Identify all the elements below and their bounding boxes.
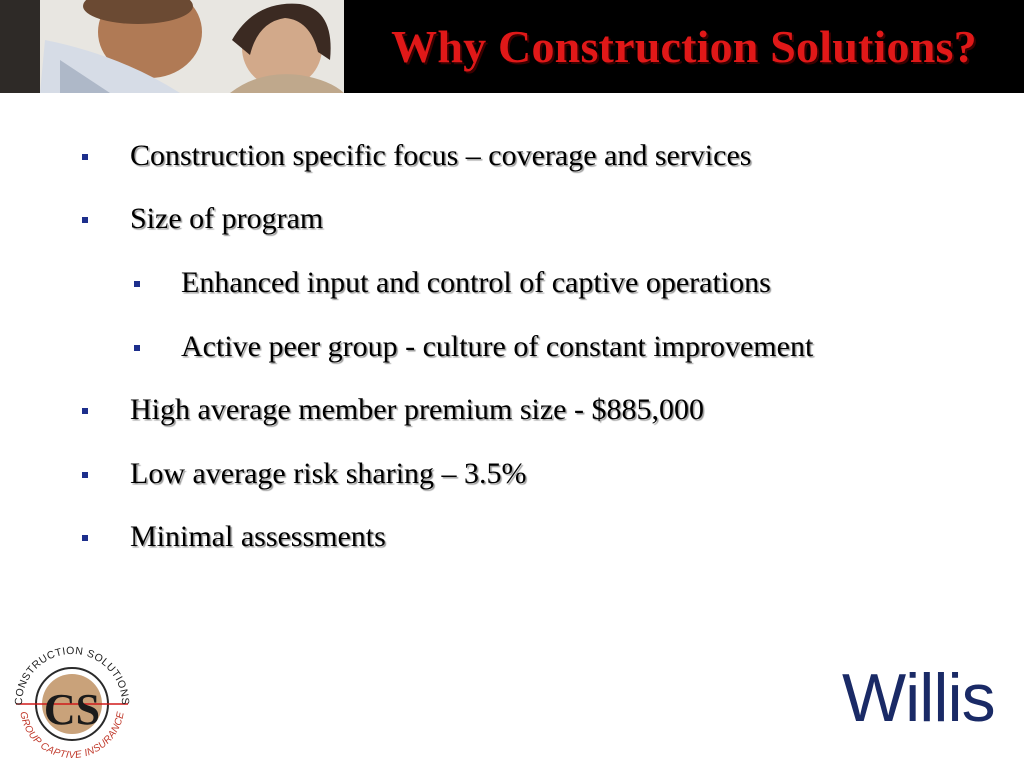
header-banner — [0, 0, 1024, 93]
bullet-item: Low average risk sharing – 3.5% — [130, 457, 527, 490]
cs-ring-top-text: CONSTRUCTION SOLUTIONS — [12, 644, 132, 706]
bullet-marker — [82, 472, 88, 478]
slide-title: Why Construction Solutions? — [391, 21, 977, 72]
sub-bullet-marker — [134, 281, 140, 287]
bullet-item: Minimal assessments — [130, 520, 386, 553]
sub-bullet-marker — [134, 345, 140, 351]
bullet-marker — [82, 154, 88, 160]
willis-logo: Willis — [842, 660, 995, 736]
bullet-marker — [82, 535, 88, 541]
header-photo — [0, 0, 344, 93]
cs-ring-bottom-text: GROUP CAPTIVE INSURANCE — [17, 710, 127, 762]
bullet-item: Construction specific focus – coverage and services — [130, 139, 752, 172]
sub-bullet-item: Enhanced input and control of captive operations — [181, 266, 771, 299]
bullet-item: High average member premium size - $885,000 — [130, 393, 704, 426]
cs-mark-text: CS — [43, 685, 101, 734]
bullet-marker — [82, 217, 88, 223]
sub-bullet-item: Active peer group - culture of constant improvement — [181, 330, 814, 363]
bullet-marker — [82, 408, 88, 414]
construction-solutions-logo — [8, 640, 136, 762]
bullet-item: Size of program — [130, 202, 324, 235]
